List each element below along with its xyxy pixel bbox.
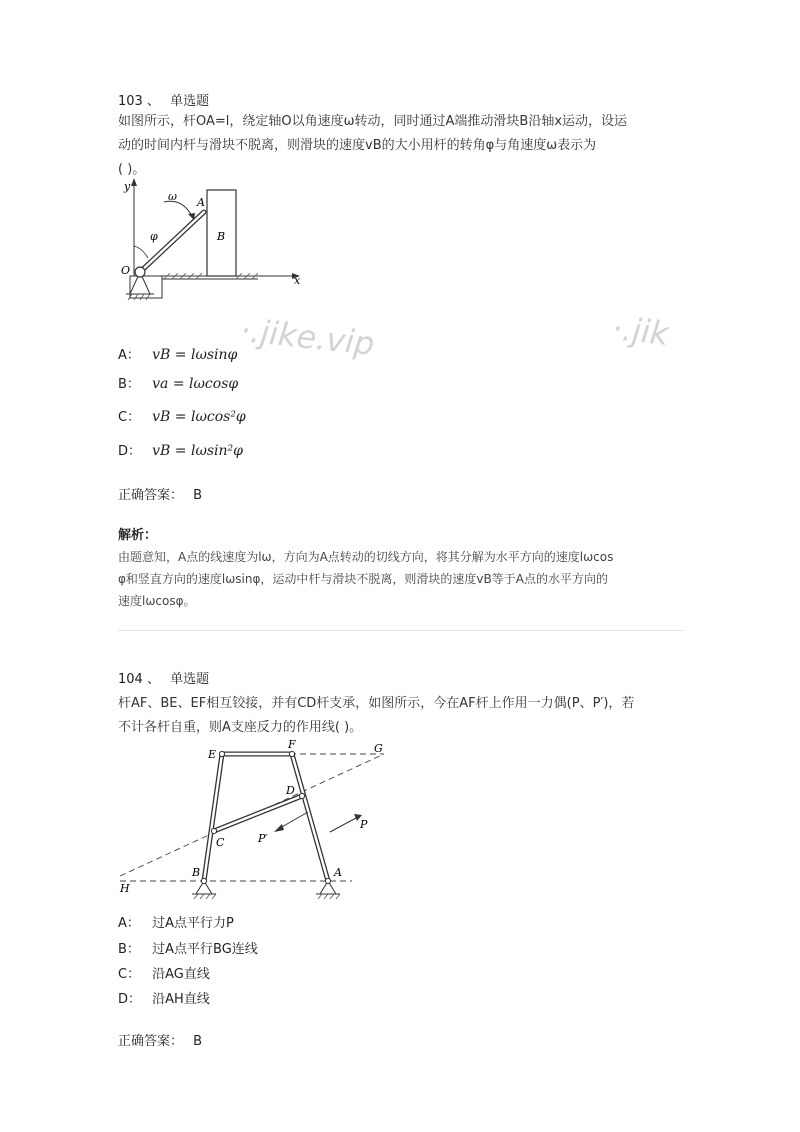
- option-formula: vB = lωcos²φ: [152, 409, 246, 425]
- label-g: G: [374, 742, 383, 755]
- q103-stem-line1: 如图所示，杆OA=l，绕定轴O以角速度ω转动，同时通过A端推动滑块B沿轴x运动，设运: [118, 114, 628, 129]
- q104-answer: [118, 1030, 202, 1049]
- q104-option-d[interactable]: [118, 988, 210, 1007]
- q104-type: 单选题: [170, 672, 210, 687]
- y-axis-arrow: [131, 178, 137, 186]
- joint-e: [219, 751, 224, 756]
- q103-option-c[interactable]: [118, 406, 246, 425]
- option-formula: vB = lωsin²φ: [152, 443, 243, 459]
- analysis-line3: 速度lωcosφ。: [118, 594, 196, 608]
- label-phi: φ: [150, 230, 158, 243]
- analysis-line1: 由题意知，A点的线速度为lω，方向为A点转动的切线方向，将其分解为水平方向的速度lωcos: [118, 550, 614, 564]
- q104-stem-line1: 杆AF、BE、EF相互铰接，并有CD杆支承，如图所示，今在AF杆上作用一力偶(P、P′)，若: [118, 696, 635, 711]
- option-text: 沿AG直线: [152, 967, 210, 982]
- q104-header: [118, 668, 209, 687]
- label-x: x: [294, 274, 301, 287]
- q103-option-b[interactable]: [118, 373, 238, 392]
- q103-analysis-label: 解析：: [118, 528, 158, 543]
- watermark-left: ·.jike.vip: [238, 311, 377, 363]
- q103-option-d[interactable]: [118, 440, 243, 459]
- option-label: B：: [118, 942, 140, 957]
- label-b: B: [217, 230, 226, 243]
- joint-d: [299, 793, 304, 798]
- q103-figure: [118, 176, 308, 308]
- q103-analysis: [118, 546, 698, 612]
- option-text: 过A点平行BG连线: [152, 942, 258, 957]
- q104-stem: [118, 692, 634, 740]
- label-b: B: [192, 866, 201, 879]
- phi-arc: [134, 246, 148, 258]
- q104-stem-line2: 不计各杆自重，则A支座反力的作用线( )。: [118, 720, 363, 735]
- force-p: [330, 818, 356, 832]
- label-p: P: [360, 818, 368, 831]
- option-label: C：: [118, 967, 141, 982]
- q104-option-c[interactable]: [118, 963, 210, 982]
- analysis-line2: φ和竖直方向的速度lωsinφ，运动中杆与滑块不脱离，则滑块的速度vB等于A点的水平方向的: [118, 572, 608, 586]
- q104-option-b[interactable]: [118, 938, 258, 957]
- q103-stem-line3: ( )。: [118, 162, 146, 177]
- label-y: y: [124, 180, 131, 193]
- option-label: A：: [118, 916, 140, 931]
- q103-header: [118, 90, 209, 109]
- answer-label: 正确答案：: [118, 1034, 184, 1049]
- q103-stem: [118, 110, 627, 182]
- joint-a: [325, 878, 330, 883]
- option-label: A：: [118, 348, 140, 363]
- omega-arc: [164, 201, 192, 216]
- label-a: A: [334, 866, 342, 879]
- force-p-prime: [280, 812, 308, 828]
- section-divider: [118, 630, 684, 631]
- answer-value: B: [193, 488, 203, 503]
- q104-option-a[interactable]: [118, 912, 234, 931]
- q103-type: 单选题: [170, 94, 210, 109]
- omega-arrow: [188, 213, 195, 220]
- label-a: A: [197, 196, 205, 209]
- joint-b: [201, 878, 206, 883]
- joint-c: [211, 828, 216, 833]
- option-formula: va = lωcosφ: [152, 376, 239, 392]
- q103-option-a[interactable]: [118, 344, 237, 363]
- option-text: 沿AH直线: [152, 992, 210, 1007]
- q104-number: 104 、: [118, 672, 160, 687]
- option-label: D：: [118, 444, 142, 459]
- option-formula: vB = lωsinφ: [152, 347, 238, 363]
- q104-figure: [112, 736, 392, 904]
- option-label: D：: [118, 992, 142, 1007]
- q103-stem-line2: 动的时间内杆与滑块不脱离，则滑块的速度vB的大小用杆的转角φ与角速度ω表示为: [118, 138, 597, 153]
- watermark-right: ·.jik: [610, 309, 671, 353]
- option-text: 过A点平行力P: [152, 916, 234, 931]
- answer-value: B: [193, 1034, 203, 1049]
- option-label: B：: [118, 377, 140, 392]
- label-h: H: [120, 882, 130, 895]
- label-f: F: [288, 738, 296, 751]
- label-d: D: [286, 784, 295, 797]
- label-e: E: [208, 748, 217, 761]
- q103-number: 103 、: [118, 94, 160, 109]
- answer-label: 正确答案：: [118, 488, 184, 503]
- pivot-o: [135, 267, 145, 277]
- label-o: O: [121, 264, 131, 277]
- label-c: C: [216, 836, 225, 849]
- option-label: C：: [118, 410, 141, 425]
- label-p-prime: P′: [258, 832, 268, 845]
- joint-f: [289, 751, 294, 756]
- label-omega: ω: [168, 190, 177, 203]
- q103-answer: [118, 484, 202, 503]
